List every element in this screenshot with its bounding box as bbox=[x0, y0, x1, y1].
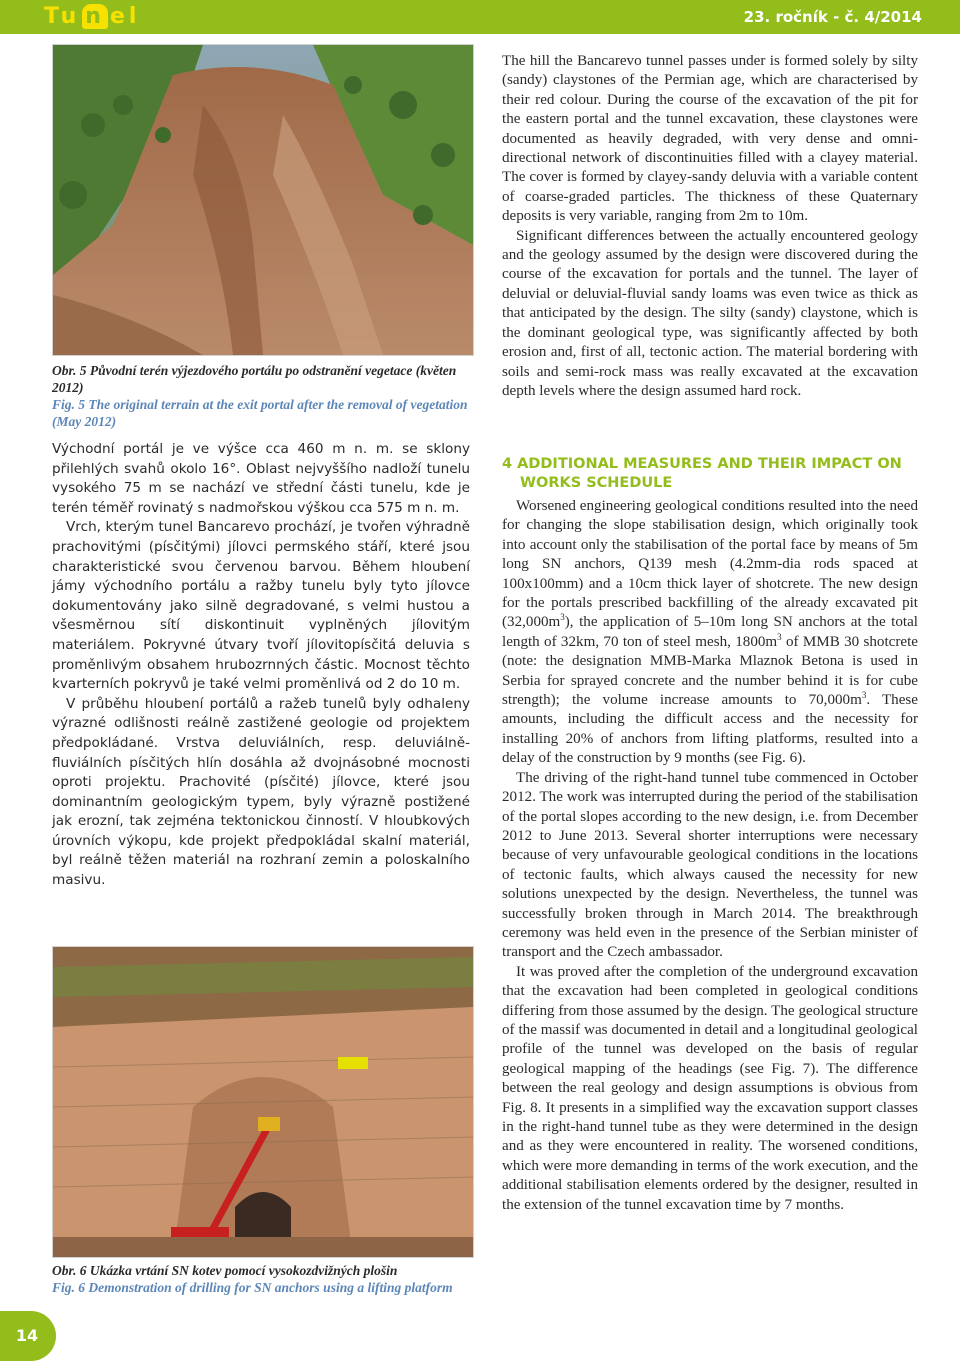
page-number: 14 bbox=[15, 1326, 39, 1345]
heading-line-1: 4 ADDITIONAL MEASURES AND THEIR IMPACT ON bbox=[502, 456, 902, 472]
tunel-logo: Tu n el bbox=[44, 4, 141, 29]
figure-6-photo bbox=[52, 946, 474, 1258]
paragraph: V průběhu hloubení portálů a ražeb tunelů byly odhaleny výrazné odlišnosti reálně zastižené geologie od projektem předpokládané. Vrstva deluviálních, resp. deluviálně-fluviálních písčitých hlín dosáhla až dvojnásobné mocnosti oproti projektu. Prachovité (písčité) jílovce, které jsou dominantním geologickým typem, byly výrazně postižené jak erozní, tak zejména tektonickou činností. V hloubkových úrovních výkopu, kde projekt předpokládal skalní materiál, byl reálně těžen materiál na rozhraní zemin a poloskalního masivu. bbox=[52, 695, 470, 889]
figure-5-caption bbox=[52, 362, 476, 430]
issue-label: 23. ročník - č. 4/2014 bbox=[743, 8, 922, 26]
logo-n: n bbox=[82, 4, 108, 29]
page-number-tab bbox=[0, 1311, 56, 1361]
caption-cz: Obr. 5 Původní terén výjezdového portálu po odstranění vegetace (květen 2012) bbox=[52, 363, 457, 395]
paragraph: The hill the Bancarevo tunnel passes under is formed solely by silty (sandy) claystones of the Permian age, which are characterised by their red colour. During the course of the excavation of the pit for the eastern portal and the tunnel excavation, these claystones were documented as heavily degraded, with very dense and omni-directional network of discontinuities filled with a clayey material. The cover is formed by clayey-sandy deluvia with a variable content of coarse-graded particles. The thickness of these Quaternary deposits is very variable, ranging from 2m to 10m. bbox=[502, 53, 918, 225]
paragraph: Vrch, kterým tunel Bancarevo prochází, je tvořen výhradně prachovitými (písčitými) jílovci permského stáří, které jsou charakteristické svou červenou barvou. Během hloubení jámy východního portálu a ražby tunelu byly tyto jílovce dokumentovány jako silně degradované, s velmi hustou a všesměrnou sítí diskontinuit vyplněných jílovitým materiálem. Pokryvné útvary tvoří jílovitopísčitá deluvia s proměnlivým obsahem hrubozrnných částic. Mocnost těchto kvarterních pokryvů je také velmi proměnlivá od 2 do 10 m. bbox=[52, 519, 470, 693]
caption-en: Fig. 5 The original terrain at the exit portal after the removal of vegetation (May 2012) bbox=[52, 397, 468, 429]
caption-en: Fig. 6 Demonstration of drilling for SN anchors using a lifting platform bbox=[52, 1280, 453, 1295]
section-4-heading bbox=[502, 455, 922, 493]
paragraph: Significant differences between the actually encountered geology and the geology assumed by the design were discovered during the course of the excavation for portals and the tunnel. The layer of deluvial or deluvial-fluvial sandy loams was even twice as thick as that anticipated by the design. The silty (sandy) claystone, which is the dominant geological type, was significantly affected by both erosion and, first of all, tectonic action. The material bordering with soils and semi-rock mass was really excavated at the excavation depth levels where the design assumed hard rock. bbox=[502, 227, 918, 399]
figure-5-photo bbox=[52, 44, 474, 356]
paragraph: It was proved after the completion of the underground excavation that the excavation had been completed in geological conditions differing from those assumed by the design. The geological structure of the massif was documented in detail and a longitudinal geological profile of the tunnel was developed on the basis of regular geological mapping of the headings (see Fig. 7). The difference between the real geology and design assumptions is obvious from Fig. 8. It presents in a simplified way the excavation support classes in the right-hand tunnel tube as they were determined in the design and as they were encountered in reality. The worsened conditions, which were more demanding in terms of the work execution, and the additional stabilisation elements ordered by the designer, resulted in the extension of the tunnel excavation time by 7 months. bbox=[502, 963, 918, 1213]
right-column-text-bottom bbox=[502, 497, 918, 1215]
caption-cz: Obr. 6 Ukázka vrtání SN kotev pomocí vysokozdvižných plošin bbox=[52, 1263, 398, 1278]
paragraph: Východní portál je ve výšce cca 460 m n. m. se sklony přilehlých svahů okolo 16°. Oblast nejvyššího nadloží tunelu vysokého 75 m se nachází ve střední části tunelu, kde je terén téměř rovinatý s nadmořskou výškou cca 575 m n. m. bbox=[52, 441, 470, 516]
heading-line-2: WORKS SCHEDULE bbox=[520, 475, 673, 491]
left-column-text bbox=[52, 440, 470, 891]
figure-6-caption bbox=[52, 1262, 476, 1296]
header-bar bbox=[0, 0, 960, 34]
paragraph: Worsened engineering geological conditions resulted into the need for changing the slope stabilisation design, which originally took into account only the stabilisation of the portal face by means of 5m long SN anchors, Q139 mesh (4.2mm-dia rods spaced at 100x100mm) and a 10cm thick layer of shotcrete. The new design for the portals prescribed backfilling of the already excavated pit $(32,000m^3)$, the application of 5–10m long SN anchors at the total length of 32km, 70 ton of steel mesh, $1800m^3$ of MMB 30 shotcrete (note: the designation MMB-Marka Mlaznok Betona is used in Serbia for sprayed concrete and the number behind it is for cube strength); the volume increase amounts to $70,000m^3$. These amounts, including the difficult access and the necessity for installing 20% of anchors from lifting platforms, resulted into a delay of the construction by 9 months (see Fig. 6). bbox=[502, 498, 918, 767]
right-column-text-top bbox=[502, 52, 918, 401]
paragraph: The driving of the right-hand tunnel tube commenced in October 2012. The work was interrupted during the period of the stabilisation of the portal slopes according to the new design, i.e. from December 2012 to June 2013. Several shorter interruptions were necessary because of very unfavourable geological conditions in the locations of tectonic faults, which always caused the necessity for new solutions unexpected by the design. Nevertheless, the tunnel was successfully broken through in March 2014. The breakthrough ceremony was held even in the presence of the Serbian minister of transport and the Czech ambassador. bbox=[502, 769, 918, 961]
